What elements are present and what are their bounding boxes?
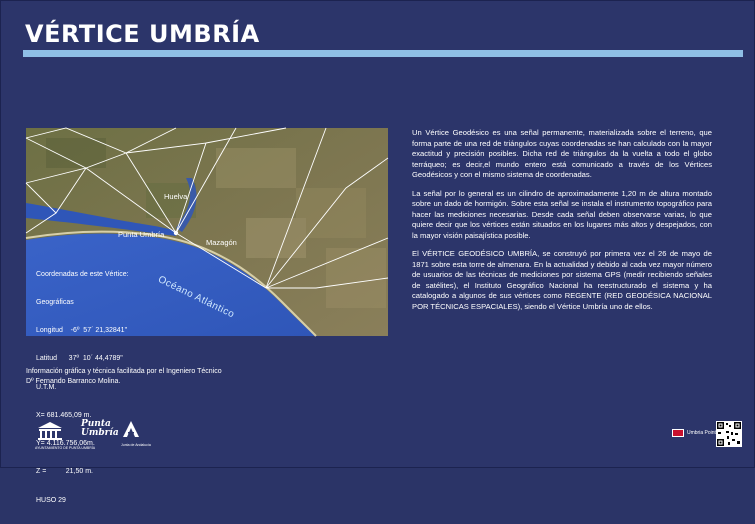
- coords-heading: Coordenadas de este Vértice:: [36, 270, 129, 278]
- label-huelva: Huelva: [164, 192, 188, 201]
- punta-umbria-logo: [81, 419, 119, 438]
- qr-code[interactable]: [716, 421, 742, 447]
- coords-line: Latitud 37º 10´ 44,4789": [36, 355, 123, 363]
- language-label: Umbria Point: [687, 430, 716, 436]
- label-ocean: Océano Atlántico: [156, 274, 237, 321]
- label-punta-umbria: Punta Umbría: [118, 230, 165, 239]
- credit-text: [26, 367, 306, 387]
- coords-line: Longitud -6º 57´ 21,32841": [36, 327, 128, 335]
- junta-icon: [121, 420, 141, 438]
- coords-line: U.T.M.: [36, 383, 57, 391]
- coords-line: Geográficas: [36, 299, 74, 307]
- building-icon: [35, 421, 65, 441]
- qr-code-icon: [716, 421, 742, 447]
- paragraph-definition: Un Vértice Geodésico es una señal permanente, materializada sobre el terreno, que forma parte de una red de triángulos cuyas coordenadas se han calculado con la mayor exactitud y precisión posibles. Dicha red de triángulos da la vuelta a todo el globo terráqueo; es decir,el mundo entero está comunicado a través de los Vértices Geodésicos y con el mismo sistema de coordenadas.: [412, 128, 712, 179]
- credit-line: Información gráfica y técnica facilitada por el Ingeniero Técnico: [26, 368, 222, 375]
- logo1-caption: AYUNTAMIENTO DE PUNTA UMBRÍA: [35, 446, 96, 450]
- coords-line: Z = 21,50 m.: [36, 468, 93, 476]
- ayuntamiento-logo: [35, 421, 96, 450]
- language-link[interactable]: [672, 429, 716, 437]
- title-underline-bar: [23, 50, 743, 57]
- coordinates-block: [36, 251, 129, 524]
- coords-line: Y= 4.116.756,06m.: [36, 440, 95, 448]
- paragraph-history: El VÉRTICE GEODÉSICO UMBRÍA, se construyó por primera vez el 26 de mayo de 1871 sobre esta torre de almenara. En la actualidad y debido al cada vez mayor número de usuarios de las técnicas de mediciones por sistema GPS (medir recibiendo señales de satélites), el Instituto Geográfico Nacional ha reestructurado el sistema y ha catalogado a algunos de sus vértices como REGENTE (RED GEODÉSICA NACIONAL POR TÉCNICAS ESPACIALES), siendo el Vértice Umbría uno de ellos.: [412, 249, 712, 311]
- paragraph-signal: La señal por lo general es un cilindro de aproximadamente 1,20 m de altura montado sobre un dado de hormigón. Sobre esta señal se instala el instrumento topográfico para hacer las mediciones necesarias. Desde cada señal deben observarse varias, lo que quiere decir que los vértices están situados en los lugares más altos y despejados, con la mayor visión paisajística posible.: [412, 188, 712, 240]
- credit-line: Dº Fernando Barranco Molina.: [26, 378, 121, 385]
- coords-line: X= 681.465,09 m.: [36, 411, 92, 419]
- junta-andalucia-logo: [121, 420, 151, 447]
- uk-flag-icon: [672, 429, 684, 437]
- coords-line: HUSO 29: [36, 496, 66, 504]
- vertex-marker: [174, 231, 178, 235]
- logo2-wordmark: Punta Umbría: [81, 419, 119, 438]
- page-title: VÉRTICE UMBRÍA: [25, 20, 260, 48]
- description-text: [412, 128, 712, 320]
- logo3-caption: Junta de Andalucía: [121, 443, 151, 447]
- label-mazagon: Mazagón: [206, 238, 237, 247]
